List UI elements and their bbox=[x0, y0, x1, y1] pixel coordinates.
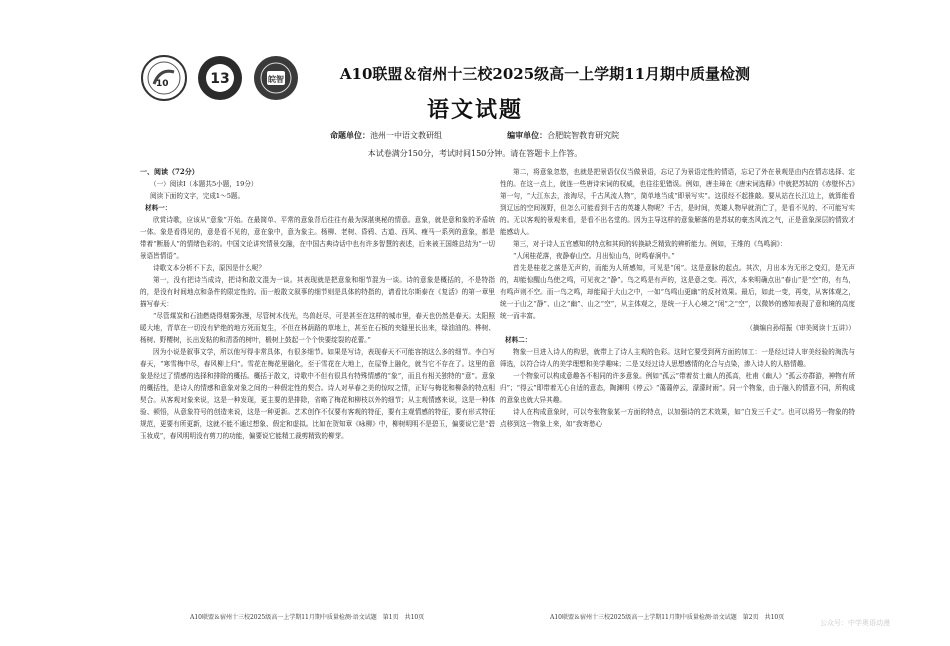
paragraph: 诗人在构成意象时，可以夸张物象某一方面的特点，以加强诗的艺术效果，如“白发三千丈”。也可以将另一物象的特点移到这一物象上来，如“我寄愁心 bbox=[500, 408, 855, 428]
reviewer-label: 编审单位： bbox=[507, 130, 548, 140]
section-heading: 一、阅读（72分） bbox=[140, 167, 199, 176]
material-1-label: 材料一： bbox=[145, 204, 172, 212]
svg-text:10: 10 bbox=[156, 79, 169, 89]
source-citation: （摘编自孙绍振《审美阅读十五讲》） bbox=[746, 324, 855, 332]
quote-paragraph: “尽管煤炭和石油燃烧得烟雾弥漫，尽管树木伐光，鸟兽赶尽，可是甚至在这样的城市里，春天也仍然是春天。太阳照暖大地，青草在一切没有铲绝的地方死而复生，不但在林荫路的草地上，甚至在石板的夹缝里长出来，绿油油的。桦树、杨树、野樱树，长出发粘的和清香的树叶，椴树上鼓起一个个快要绽裂的花蕾。” bbox=[140, 312, 495, 344]
paragraph: 首先是桂花之落是无声的，而能为人所感知，可见是“闲”。这是意脉的起点。其次，月出本为无形之变幻，是无声的，却能惊醒山鸟使之鸣，可见夜之“静”。鸟之鸣是有声的，这是意之变。再次，本来明确点出“春山”是“空”的，有鸟，有鸣声则不空。而一鸟之鸣，却能闻于大山之中，一如“鸟鸣山更幽”的反衬效果。最后，如此一变，再变，从客体观之，统一于山之“静”、山之“幽”、山之“空”，从主体观之，是统一于人心境之“闲”之“空”，以微妙的感知表现了意和境的高度统一而丰富。 bbox=[500, 264, 855, 320]
subsection-heading: （一）阅读Ⅰ（本题共5小题，19分） bbox=[150, 180, 258, 188]
exam-note: 本试卷满分150分，考试时间150分钟。请在答题卡上作答。 bbox=[367, 149, 583, 158]
page-2-footer: A10联盟＆宿州十三校2025级高一上学期11月期中质量检测·语文试题 第2页 共10页 bbox=[550, 614, 785, 621]
poem-quote: “人闲桂花落，夜静春山空。月出惊山鸟，时鸣春涧中。” bbox=[513, 252, 675, 260]
author-value: 池州一中语文教研组 bbox=[370, 131, 442, 140]
paragraph: 第二，将意象忽悠，也就是把景语仅仅当做景语，忘记了为景语定性的情语，忘记了外在景观是由内在情志选择、定性的。在这一点上，就连一些唐诗宋词的权威，也往往犯错误。例如，唐圭璋在《唐宋词选释》中就把苏轼的《赤壁怀古》第一句，“大江东去，浪淘尽，千古风流人物”，简单地当成“即景写实”。这很经不起推敲。要从站在长江边上，就算能看到辽远的空间视野，但怎么可能看到千古的英雄人物呢？千古，是时间，英雄人物早就消亡了，是看不见的、不可能写实的。无以客观的景观来看，是看不出名堂的。因为主导这样的意象解落的是苏轼的豪杰风流之气，正是意象深层的情致才能感动人。 bbox=[500, 168, 855, 236]
logo-right-text: 皖智 bbox=[268, 75, 284, 84]
reviewer-value: 合肥皖智教育研究院 bbox=[547, 131, 620, 140]
paragraph: 第三，对于诗人五官感知的特点和其间的转换缺乏精致的辨析能力。例如，王维的《鸟鸣涧》： bbox=[513, 240, 787, 248]
subject-title: 语文试题 bbox=[426, 97, 523, 123]
paragraph: 物象一旦进入诗人的构思，就带上了诗人主观的色彩。这时它要受到两方面的加工：一是经过诗人审美经验的淘洗与筛选，以符合诗人的美学理想和美学趣味；二是又经过诗人思想感情的化合与点染，渗入诗人的人格情趣。 bbox=[500, 348, 855, 368]
paragraph: 欣赏诗歌，应该从“意象”开始。在最简单、平常的意象背后往往有最为深湛奥秘的情意。意象，就是意和象的矛盾统一体。象是看得见的，意是看不见的，意在象中，意为象主。杨柳、老树、昏鸦、古道、西风、瘦马一系列的意象，都是带着“断肠人”的情绪色彩的。中国文论讲究情景交融，在中国古典诗话中也有许多智慧的表述，后来被王国维总结为“一切景语皆情语”。 bbox=[140, 216, 495, 260]
paragraph: 诗歌文本分析不下去，原因是什么呢？ bbox=[153, 264, 266, 272]
exam-units bbox=[330, 130, 619, 141]
paragraph: 第一，没有把诗当成诗，把诗和散文混为一谈。其表现就是把意象和细节混为一谈。诗的意象是概括的，不是特指的，是没有时间地点和条件的限定性的。而一般散文叙事的细节则是具体的特指的，请看比尔斯泰在《复活》的第一章里描写春天： bbox=[140, 276, 495, 308]
page-1-column bbox=[140, 166, 495, 442]
page-2-column bbox=[500, 166, 855, 430]
page-1-footer: A10联盟＆宿州十三校2025级高一上学期11月期中质量检测·语文试题 第1页 共10页 bbox=[190, 614, 425, 621]
paragraph: 因为小说是叙事文学，所以他写得非常具体，有很多细节。如果是写诗，表现春天不可能容纳这么多的细节。李白写春天，“寒雪梅中尽，春风柳上归”。雪花在梅花里融化，至于雪花在大地上，在屋脊上融化，就当它不存在了。这里的意象是经过了情感的选择和排除的概括。概括于散文，诗歌中不但有很具有特殊情感的“象”，而且有相关独特的“意”。意象的概括性，是诗人的情感和意象对象之间的一种假定性的契合。诗人对早春之美的惊叹之情，正好与梅花和柳条的特点相契合。从客观对象来说，这是一种发现，更主要的是排除，省略了梅花和柳枝以外的细节；从主观情感来说，这是一种体验、顿悟，从意象符号的创造来说，这是一种更新。艺术创作不仅要有客观的特征，要有主观情感的特征，要有形式特征规范，更要有所更新，这就不能不通过想象、假定和虚拟。比如在贺知章《咏柳》中，柳树明明不是碧玉，偏要说它是“碧玉妆成”，春风明明没有剪刀的功能，偏要说它能精工裁剪精致的柳芽。 bbox=[140, 348, 495, 440]
exam-title: A10联盟＆宿州十三校2025级高一上学期11月期中质量检测 bbox=[339, 65, 751, 83]
reading-instruction: 阅读下面的文字，完成1～5题。 bbox=[150, 192, 245, 200]
logo-badge-number: 13 bbox=[210, 71, 230, 87]
author-label: 命题单位： bbox=[330, 130, 370, 140]
material-2-label: 材料二： bbox=[505, 336, 532, 344]
watermark-text: 公众号：中学奥语动漫 bbox=[820, 619, 890, 627]
paragraph: 一个物象可以构成意趣各不相同的许多意象。例如“孤云”带着贫士幽人的孤高，杜甫《幽人》“孤云亦群游，神物有所归”；“得云”即带着无心自适的意态，陶渊明《停云》“蔼蔼停云，濛濛时雨”。同一个物象，由于融入的情意不同，所构成的意象也就大异其趣。 bbox=[500, 372, 855, 404]
